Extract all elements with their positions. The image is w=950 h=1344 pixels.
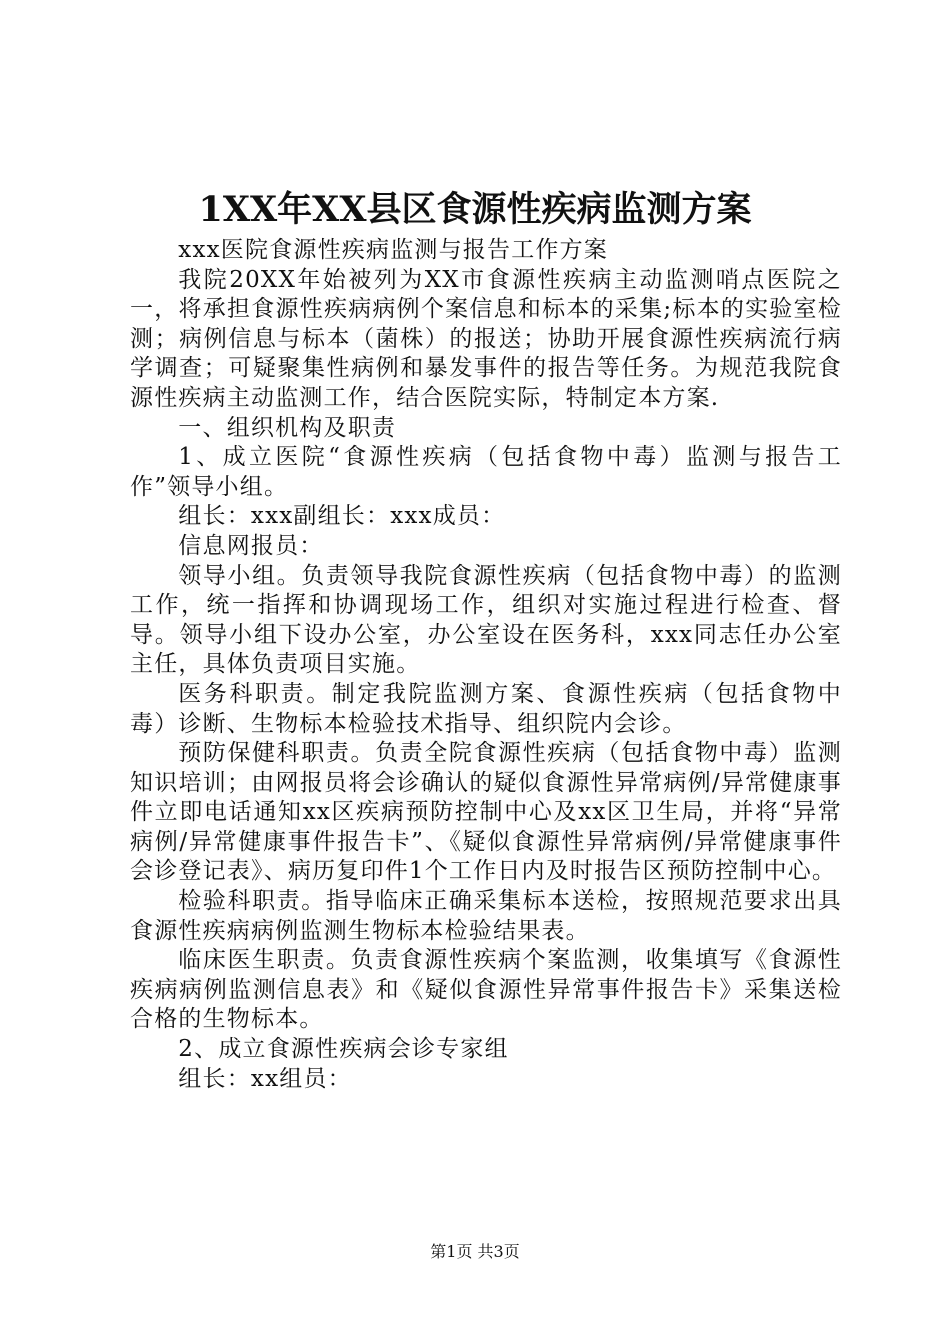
paragraph-group-members: 组长：xxx副组长：xxx成员： bbox=[178, 503, 506, 530]
page-number-footer: 第1页 共3页 bbox=[430, 1242, 520, 1261]
document-body bbox=[130, 236, 842, 1094]
paragraph-expert-group: 2、成立食源性疾病会诊专家组 bbox=[178, 1036, 509, 1063]
paragraph-laboratory-duties: 检验科职责。指导临床正确采集标本送检，按照规范要求出具食源性疾病病例监测生物标本检验结果表。 bbox=[130, 888, 842, 944]
paragraph-intro: 我院20XX年始被列为XX市食源性疾病主动监测哨点医院之一，将承担食源性疾病病例个案信息和标本的采集;标本的实验室检测；病例信息与标本（菌株）的报送；协助开展食源性疾病流行病学调查；可疑聚集性病例和暴发事件的报告等任务。为规范我院食源性疾病主动监测工作，结合医院实际，特制定本方案. bbox=[130, 266, 842, 411]
paragraph-plan-name: xxx医院食源性疾病监测与报告工作方案 bbox=[178, 237, 609, 263]
paragraph-info-reporter: 信息网报员： bbox=[178, 532, 324, 559]
paragraph-leading-group: 1、成立医院“食源性疾病（包括食物中毒）监测与报告工作”领导小组。 bbox=[130, 444, 842, 500]
paragraph-expert-members: 组长：xx组员： bbox=[178, 1065, 352, 1092]
paragraph-preventive-care-duties: 预防保健科职责。负责全院食源性疾病（包括食物中毒）监测知识培训；由网报员将会诊确认的疑似食源性异常病例/异常健康事件立即电话通知xx区疾病预防控制中心及xx区卫生局，并将“异常病例/异常健康事件报告卡”、《疑似食源性异常病例/异常健康事件会诊登记表》、病历复印件1个工作日内及时报告区预防控制中心。 bbox=[130, 740, 842, 885]
paragraph-clinician-duties: 临床医生职责。负责食源性疾病个案监测，收集填写《食源性疾病病例监测信息表》和《疑似食源性异常事件报告卡》采集送检合格的生物标本。 bbox=[130, 947, 842, 1033]
paragraph-medical-affairs-duties: 医务科职责。制定我院监测方案、食源性疾病（包括食物中毒）诊断、生物标本检验技术指导、组织院内会诊。 bbox=[130, 680, 842, 737]
paragraph-leading-group-duties: 领导小组。负责领导我院食源性疾病（包括食物中毒）的监测工作，统一指挥和协调现场工作，组织对实施过程进行检查、督导。领导小组下设办公室，办公室设在医务科，xxx同志任办公室主任，具体负责项目实施。 bbox=[130, 562, 842, 678]
document-title: 1XX年XX县区食源性疾病监测方案 bbox=[198, 189, 752, 230]
section-heading-organization: 一、组织机构及职责 bbox=[178, 414, 397, 441]
